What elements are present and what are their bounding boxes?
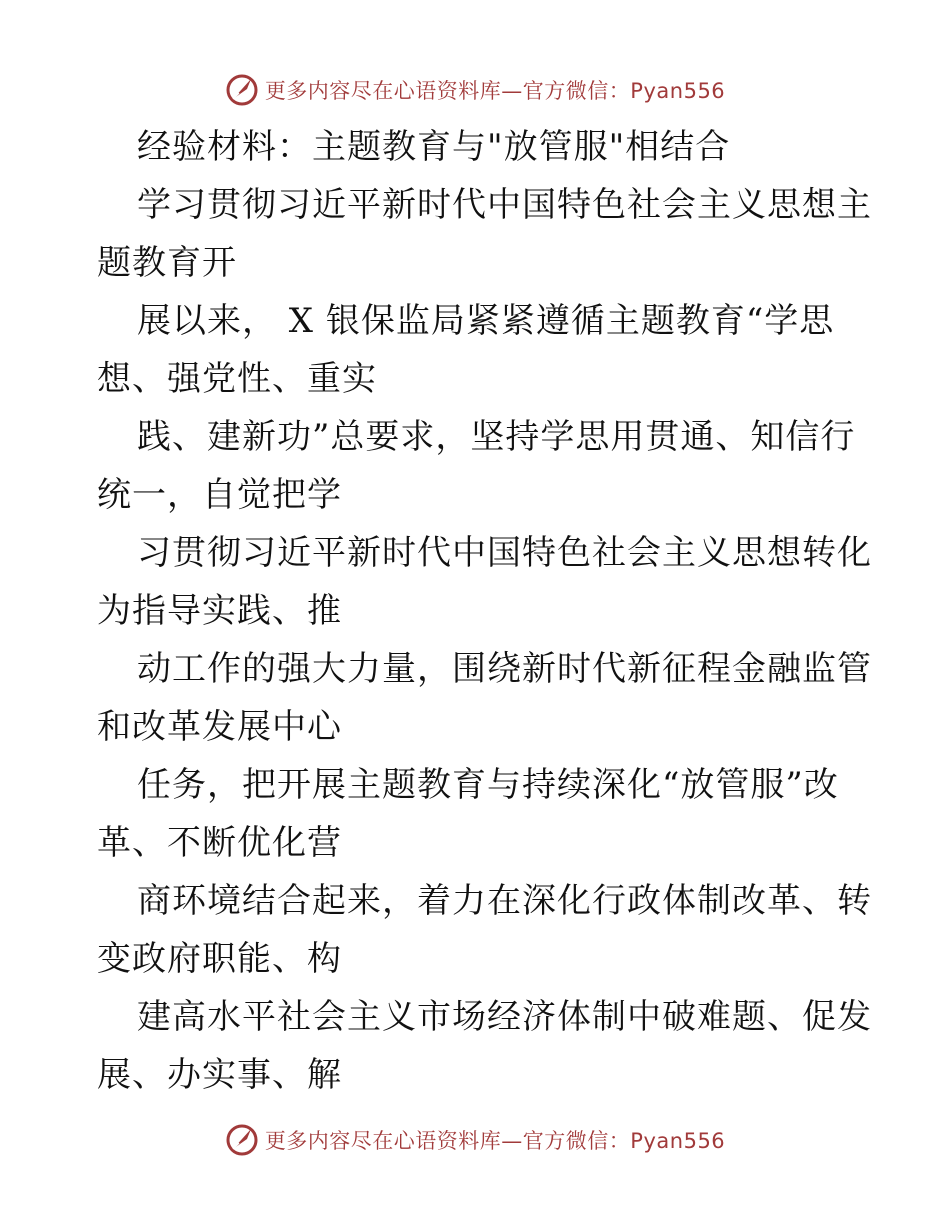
document-body [97, 118, 872, 1104]
footer-watermark-text: 更多内容尽在心语资料库—官方微信：Pyan556 [264, 1129, 726, 1153]
doc-line: 商环境结合起来，着力在深化行政体制改革、转 [137, 881, 872, 921]
doc-line: 动工作的强大力量，围绕新时代新征程金融监管 [137, 649, 872, 689]
footer-watermark-banner [0, 1120, 950, 1160]
quill-circle-logo-icon [225, 73, 259, 107]
doc-line: 任务，把开展主题教育与持续深化“放管服”改 [137, 765, 839, 805]
doc-title: 经验材料：主题教育与"放管服"相结合 [137, 127, 731, 167]
doc-line: 学习贯彻习近平新时代中国特色社会主义思想主 [137, 185, 872, 225]
doc-line: 展以来， X 银保监局紧紧遵循主题教育“学思 [137, 301, 835, 341]
doc-line: 为指导实践、推 [97, 591, 342, 631]
doc-line: 建高水平社会主义市场经济体制中破难题、促发 [137, 997, 872, 1037]
doc-line: 习贯彻习近平新时代中国特色社会主义思想转化 [137, 533, 872, 573]
quill-circle-logo-icon [225, 1123, 259, 1157]
doc-line: 变政府职能、构 [97, 939, 342, 979]
doc-line: 想、强党性、重实 [97, 359, 377, 399]
header-watermark-banner [0, 70, 950, 110]
header-watermark-text: 更多内容尽在心语资料库—官方微信：Pyan556 [264, 79, 726, 103]
doc-line: 和改革发展中心 [97, 707, 342, 747]
doc-line: 题教育开 [97, 243, 237, 283]
doc-line: 展、办实事、解 [97, 1055, 342, 1095]
doc-line: 革、不断优化营 [97, 823, 342, 863]
doc-line: 践、建新功”总要求，坚持学思用贯通、知信行 [137, 417, 856, 457]
doc-line: 统一，自觉把学 [97, 475, 342, 515]
